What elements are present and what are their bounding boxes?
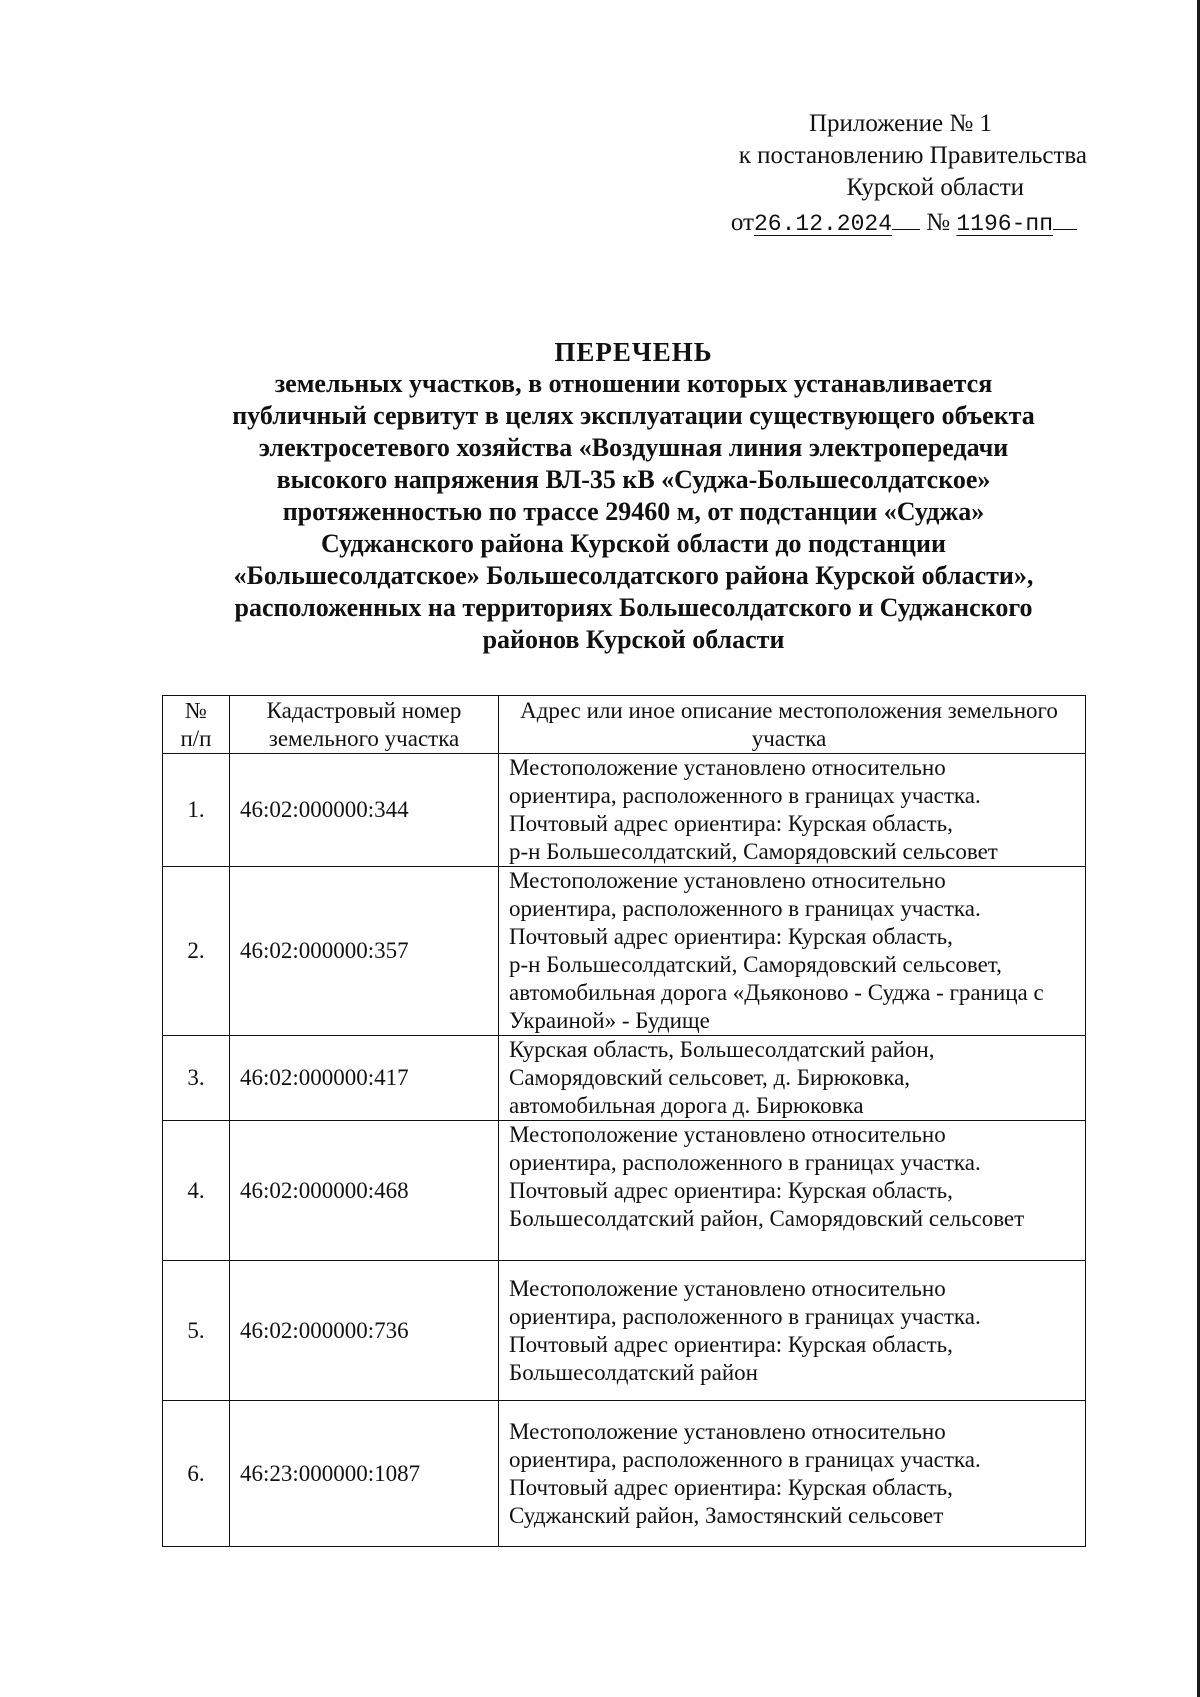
land-plots-table <box>162 695 1086 1547</box>
appendix-date-number <box>640 205 1090 240</box>
heading-line: земельных участков, в отношении которых устанавливается <box>274 369 993 398</box>
table-row <box>163 754 1086 867</box>
appendix-number: 1196-пп <box>956 211 1053 237</box>
underline-filler <box>1053 205 1077 230</box>
appendix-region: Курской области <box>846 174 1024 201</box>
row-cadastral: 46:02:000000:736 <box>230 1261 499 1401</box>
row-address: Местоположение установлено относительно ориентира, расположенного в границах участка. Почтовый адрес ориентира: Курская область, Большесолдатский район <box>499 1261 1086 1401</box>
appendix-reference: к постановлению Правительства <box>738 142 1087 169</box>
row-cadastral: 46:23:000000:1087 <box>230 1401 499 1547</box>
row-cadastral: 46:02:000000:417 <box>230 1036 499 1121</box>
row-num: 1. <box>163 754 230 867</box>
heading-line: высокого напряжения ВЛ-35 кВ «Суджа-Большесолдатское» <box>276 465 991 494</box>
heading-line: районов Курской области <box>482 625 785 654</box>
header-address: Адрес или иное описание местоположения земельного участка <box>499 696 1086 754</box>
row-num: 2. <box>163 867 230 1036</box>
row-cadastral: 46:02:000000:357 <box>230 867 499 1036</box>
table-row <box>163 867 1086 1036</box>
row-num: 6. <box>163 1401 230 1547</box>
document-heading <box>140 336 1127 656</box>
table-row <box>163 1121 1086 1261</box>
row-num: 4. <box>163 1121 230 1261</box>
heading-line: Суджанского района Курской области до подстанции <box>321 529 946 558</box>
row-num: 5. <box>163 1261 230 1401</box>
row-address: Местоположение установлено относительно ориентира, расположенного в границах участка. Почтовый адрес ориентира: Курская область, р-н Большесолдатский, Саморядовский сельсовет <box>499 754 1086 867</box>
table-header-row <box>163 696 1086 754</box>
header-cadastral: Кадастровый номер земельного участка <box>230 696 499 754</box>
appendix-date: 26.12.2024 <box>753 211 893 237</box>
heading-line: электросетевого хозяйства «Воздушная линия электропередачи <box>258 433 1009 462</box>
row-cadastral: 46:02:000000:468 <box>230 1121 499 1261</box>
table-row <box>163 1401 1086 1547</box>
heading-line: публичный сервитут в целях эксплуатации существующего объекта <box>232 401 1035 430</box>
appendix-from-label: от <box>730 209 754 236</box>
row-num: 3. <box>163 1036 230 1121</box>
row-address: Местоположение установлено относительно ориентира, расположенного в границах участка. Почтовый адрес ориентира: Курская область, Суджанский район, Замостянский сельсовет <box>499 1401 1086 1547</box>
heading-line: протяженностью по трассе 29460 м, от подстанции «Суджа» <box>282 497 985 526</box>
table-row <box>163 1261 1086 1401</box>
appendix-number-sign: № <box>926 209 951 236</box>
appendix-title: Приложение № 1 <box>808 110 992 137</box>
heading-line: расположенных на территориях Большесолдатского и Суджанского <box>234 593 1033 622</box>
underline-filler <box>892 205 920 230</box>
row-cadastral: 46:02:000000:344 <box>230 754 499 867</box>
document-title: ПЕРЕЧЕНЬ <box>554 337 713 367</box>
row-address: Местоположение установлено относительно ориентира, расположенного в границах участка. Почтовый адрес ориентира: Курская область, р-н Большесолдатский, Саморядовский сельсовет, автомобильная дорога «Дьяконово - Суджа - граница с Украиной» - Будище <box>499 867 1086 1036</box>
row-address: Местоположение установлено относительно ориентира, расположенного в границах участка. Почтовый адрес ориентира: Курская область, Большесолдатский район, Саморядовский сельсовет <box>499 1121 1086 1261</box>
header-num: № п/п <box>163 696 230 754</box>
table-row <box>163 1036 1086 1121</box>
heading-line: «Большесолдатское» Большесолдатского района Курской области», <box>233 561 1034 590</box>
row-address: Курская область, Большесолдатский район, Саморядовский сельсовет, д. Бирюковка, автомобильная дорога д. Бирюковка <box>499 1036 1086 1121</box>
appendix-block <box>640 108 1090 240</box>
